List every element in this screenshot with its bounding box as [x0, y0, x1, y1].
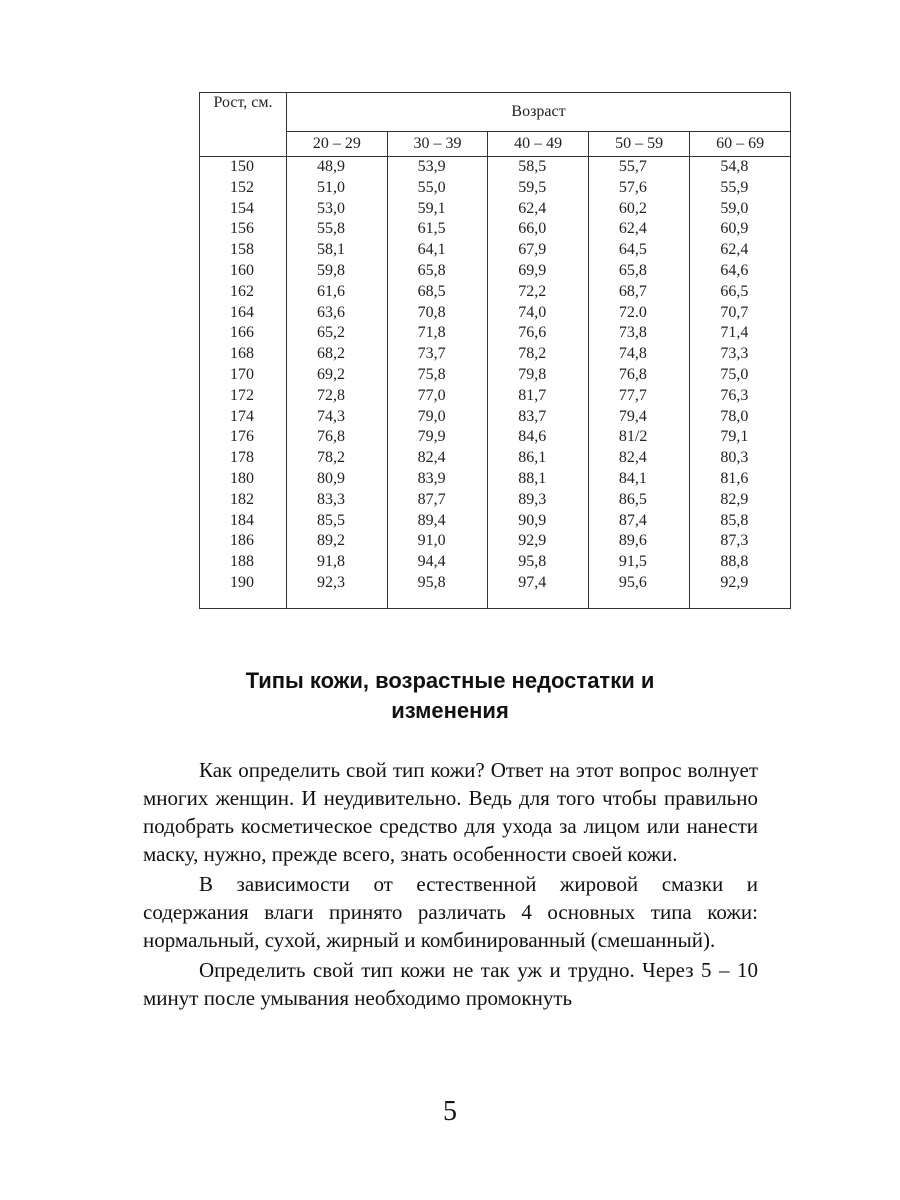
weight-cell: 91,5: [618, 553, 647, 571]
age-column-30-39: [387, 157, 488, 609]
weight-cell: 94,4: [417, 553, 446, 571]
paragraph: Как определить свой тип кожи? Ответ на этот вопрос волнует многих женщин. И неудивительно. Ведь для того чтобы правильно подобрать косметическое средство для ухода за лицом или нанести маску, нужно, прежде всего, знать особенности своей кожи.: [143, 758, 758, 866]
weight-cell: 78,2: [317, 449, 345, 467]
weight-cell: 78,2: [518, 345, 547, 363]
weight-cell: 63,6: [317, 303, 345, 321]
weight-cell: 86,1: [518, 449, 547, 467]
paragraph: Определить свой тип кожи не так уж и трудно. Через 5 – 10 минут после умывания необходимо промокнуть: [143, 958, 758, 1010]
weight-cell: 81/2: [618, 428, 648, 446]
weight-cell: 71,4: [720, 324, 749, 342]
weight-cell: 60,9: [720, 220, 749, 238]
weight-cell: 73,3: [720, 345, 749, 363]
weight-cell: 92,9: [720, 573, 749, 591]
height-cell: 180: [230, 469, 254, 487]
weight-cell: 61,6: [317, 282, 345, 300]
weight-cell: 80,9: [317, 469, 345, 487]
weight-cell: 79,1: [720, 428, 749, 446]
age-header: Возраст: [287, 93, 791, 132]
heading-line: Типы кожи, возрастные недостатки и: [245, 668, 655, 693]
weight-cell: 74,3: [317, 407, 345, 425]
weight-cell: 78,0: [720, 407, 749, 425]
weight-cell: 51,0: [317, 178, 345, 196]
paragraph: В зависимости от естественной жировой смазки и содержания влаги принято различать 4 основных типа кожи: нормальный, сухой, жирный и комбинированный (смешанный).: [143, 872, 758, 952]
weight-cell: 72.0: [618, 303, 647, 321]
weight-cell: 76,3: [720, 386, 749, 404]
weight-cell: 55,7: [618, 158, 647, 175]
weight-cell: 66,0: [518, 220, 547, 238]
weight-cell: 65,8: [417, 261, 446, 279]
weight-cell: 76,8: [317, 428, 345, 446]
age-band-header: 60 – 69: [690, 132, 791, 157]
weight-cell: 82,9: [720, 490, 749, 508]
weight-cell: 57,6: [618, 178, 647, 196]
weight-cell: 74,0: [518, 303, 547, 321]
height-cell: 188: [230, 553, 254, 571]
weight-cell: 59,1: [417, 199, 446, 217]
weight-cell: 69,9: [518, 261, 547, 279]
weight-cell: 92,3: [317, 573, 345, 591]
body-text: [143, 756, 758, 1014]
weight-cell: 86,5: [618, 490, 647, 508]
weight-cell: 65,2: [317, 324, 345, 342]
height-cell: 176: [230, 428, 254, 446]
weight-cell: 69,2: [317, 365, 345, 383]
height-cell: 154: [230, 199, 254, 217]
weight-cell: 59,0: [720, 199, 749, 217]
weight-cell: 89,2: [317, 532, 345, 550]
weight-cell: 82,4: [417, 449, 446, 467]
weight-cell: 55,8: [317, 220, 345, 238]
weight-cell: 84,1: [618, 469, 647, 487]
weight-cell: 68,7: [618, 282, 647, 300]
weight-cell: 58,1: [317, 241, 345, 259]
weight-cell: 60,2: [618, 199, 647, 217]
weight-cell: 74,8: [618, 345, 647, 363]
weight-cell: 70,8: [417, 303, 446, 321]
height-cell: 172: [230, 386, 254, 404]
weight-table-container: [199, 92, 791, 609]
weight-cell: 76,6: [518, 324, 547, 342]
weight-cell: 59,5: [518, 178, 547, 196]
height-cell: 186: [230, 532, 254, 550]
weight-cell: 70,7: [720, 303, 749, 321]
weight-cell: 76,8: [618, 365, 647, 383]
age-band-header: 40 – 49: [488, 132, 589, 157]
weight-cell: 65,8: [618, 261, 647, 279]
weight-cell: 95,6: [618, 573, 647, 591]
height-cell: 190: [230, 573, 254, 591]
weight-cell: 64,6: [720, 261, 749, 279]
weight-cell: 91,8: [317, 553, 345, 571]
weight-cell: 89,3: [518, 490, 547, 508]
weight-cell: 81,6: [720, 469, 749, 487]
weight-cell: 71,8: [417, 324, 446, 342]
height-cell: 164: [230, 303, 254, 321]
weight-cell: 80,3: [720, 449, 749, 467]
weight-cell: 89,4: [417, 511, 446, 529]
weight-cell: 83,3: [317, 490, 345, 508]
weight-cell: 64,1: [417, 241, 446, 259]
height-cell: 156: [230, 220, 254, 238]
height-cell: 170: [230, 365, 254, 383]
weight-cell: 85,8: [720, 511, 749, 529]
height-cell: 150: [230, 158, 254, 175]
weight-cell: 73,7: [417, 345, 446, 363]
weight-cell: 79,0: [417, 407, 446, 425]
age-band-header: 20 – 29: [287, 132, 388, 157]
weight-cell: 59,8: [317, 261, 345, 279]
weight-cell: 75,8: [417, 365, 446, 383]
heading-line: изменения: [391, 698, 509, 723]
weight-cell: 61,5: [417, 220, 446, 238]
weight-cell: 72,2: [518, 282, 547, 300]
weight-cell: 81,7: [518, 386, 547, 404]
weight-cell: 58,5: [518, 158, 547, 175]
age-column-20-29: [287, 157, 388, 609]
weight-cell: 67,9: [518, 241, 547, 259]
age-band-header: 30 – 39: [387, 132, 488, 157]
weight-cell: 83,9: [417, 469, 446, 487]
weight-cell: 88,1: [518, 469, 547, 487]
height-cell: 162: [230, 282, 254, 300]
age-column-60-69: [690, 157, 791, 609]
weight-cell: 95,8: [518, 553, 547, 571]
weight-cell: 72,8: [317, 386, 345, 404]
weight-cell: 84,6: [518, 428, 547, 446]
weight-table: [199, 92, 791, 609]
weight-cell: 85,5: [317, 511, 345, 529]
section-heading: [150, 666, 750, 726]
weight-cell: 83,7: [518, 407, 547, 425]
weight-cell: 91,0: [417, 532, 446, 550]
weight-cell: 79,8: [518, 365, 547, 383]
weight-cell: 54,8: [720, 158, 749, 175]
weight-cell: 48,9: [317, 158, 345, 175]
weight-cell: 77,0: [417, 386, 446, 404]
weight-cell: 87,3: [720, 532, 749, 550]
height-cell: 174: [230, 407, 254, 425]
weight-cell: 75,0: [720, 365, 749, 383]
weight-cell: 90,9: [518, 511, 547, 529]
weight-cell: 82,4: [618, 449, 647, 467]
weight-cell: 77,7: [618, 386, 647, 404]
weight-cell: 62,4: [518, 199, 547, 217]
weight-cell: 92,9: [518, 532, 547, 550]
page-number: 5: [443, 1096, 457, 1127]
weight-cell: 89,6: [618, 532, 647, 550]
weight-cell: 95,8: [417, 573, 446, 591]
weight-cell: 53,0: [317, 199, 345, 217]
height-cell: 160: [230, 261, 254, 279]
weight-cell: 64,5: [618, 241, 647, 259]
height-cell: 184: [230, 511, 254, 529]
weight-cell: 62,4: [720, 241, 749, 259]
height-cell: 178: [230, 449, 254, 467]
weight-cell: 79,4: [618, 407, 647, 425]
height-cell: 152: [230, 178, 254, 196]
height-cell: 168: [230, 345, 254, 363]
weight-cell: 88,8: [720, 553, 749, 571]
weight-cell: 73,8: [618, 324, 647, 342]
weight-cell: 53,9: [417, 158, 446, 175]
height-cell: 182: [230, 490, 254, 508]
height-cell: 166: [230, 324, 254, 342]
weight-cell: 55,9: [720, 178, 749, 196]
weight-cell: 68,5: [417, 282, 446, 300]
weight-cell: 55,0: [417, 178, 446, 196]
weight-cell: 87,7: [417, 490, 446, 508]
age-band-header: 50 – 59: [588, 132, 689, 157]
weight-cell: 87,4: [618, 511, 647, 529]
weight-cell: 62,4: [618, 220, 647, 238]
age-column-40-49: [488, 157, 589, 609]
weight-cell: 97,4: [518, 573, 547, 591]
weight-cell: 66,5: [720, 282, 749, 300]
age-column-50-59: [588, 157, 689, 609]
height-header: Рост, см.: [200, 93, 287, 157]
heights-column: [200, 157, 287, 609]
height-cell: 158: [230, 241, 254, 259]
weight-cell: 79,9: [417, 428, 446, 446]
weight-cell: 68,2: [317, 345, 345, 363]
